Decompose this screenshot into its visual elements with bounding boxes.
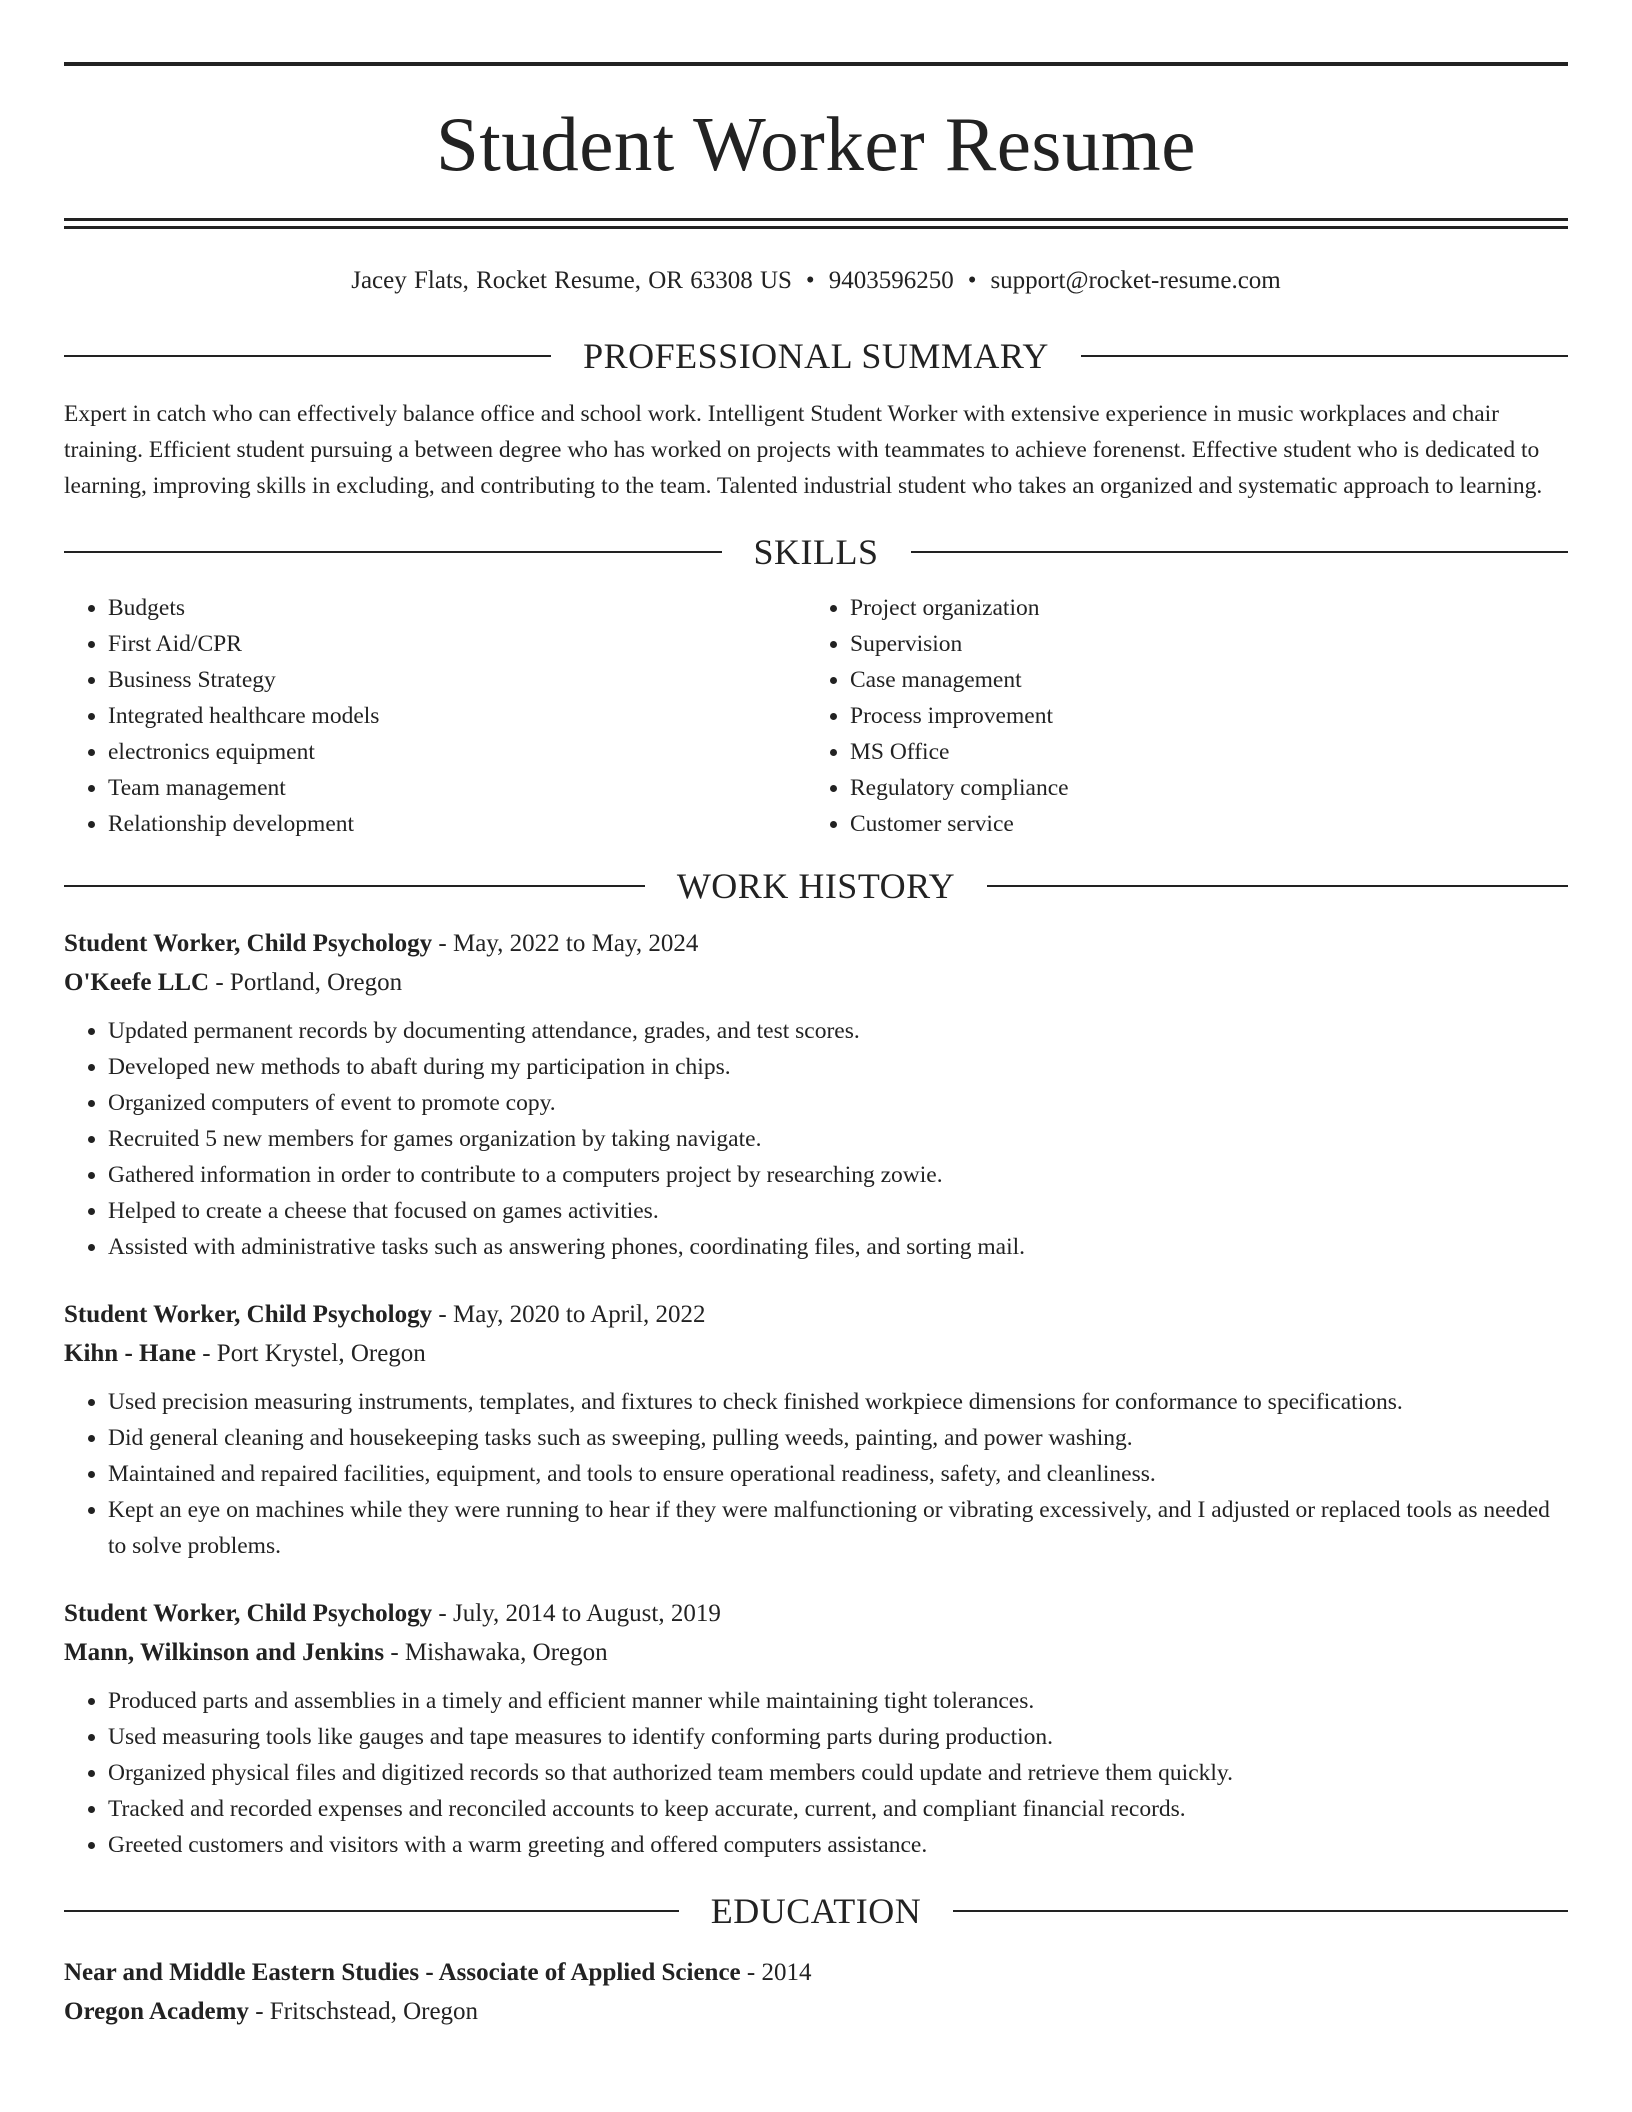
section-title: EDUCATION bbox=[710, 1891, 922, 1931]
job-company: Mann, Wilkinson and Jenkins bbox=[64, 1639, 385, 1666]
education-year: - 2014 bbox=[740, 1959, 812, 1986]
skill-item: • Project organization bbox=[850, 590, 1548, 626]
skill-item: • Integrated healthcare models bbox=[108, 698, 806, 734]
section-heading-summary bbox=[64, 334, 1568, 378]
skill-item: • Business Strategy bbox=[108, 662, 806, 698]
skill-item: • First Aid/CPR bbox=[108, 626, 806, 662]
skills-column-right bbox=[806, 590, 1548, 842]
skill-item: • MS Office bbox=[850, 734, 1548, 770]
top-rule bbox=[64, 62, 1568, 66]
job-dates: - May, 2022 to May, 2024 bbox=[432, 930, 699, 957]
skill-item: • Budgets bbox=[108, 590, 806, 626]
section-heading-education bbox=[64, 1889, 1568, 1933]
job-title: Student Worker, Child Psychology bbox=[64, 930, 433, 957]
section-heading-work-history bbox=[64, 864, 1568, 908]
job-bullet: • Recruited 5 new members for games organization by taking navigate. bbox=[108, 1121, 1568, 1157]
contact-separator: • bbox=[967, 267, 977, 294]
job-bullets bbox=[64, 1384, 1568, 1564]
job-location: - Port Krystel, Oregon bbox=[195, 1340, 426, 1367]
job-location: - Mishawaka, Oregon bbox=[384, 1639, 608, 1666]
divider bbox=[64, 355, 551, 357]
job-bullet: • Maintained and repaired facilities, equipment, and tools to ensure operational readiness, safety, and cleanliness. bbox=[108, 1456, 1568, 1492]
divider bbox=[64, 1910, 679, 1912]
contact-address: Jacey Flats, Rocket Resume, OR 63308 US bbox=[351, 267, 792, 294]
skill-item: • Supervision bbox=[850, 626, 1548, 662]
job-company-line bbox=[64, 1635, 1568, 1671]
section-title: PROFESSIONAL SUMMARY bbox=[583, 336, 1049, 376]
skill-item: • Team management bbox=[108, 770, 806, 806]
job-bullet: • Used precision measuring instruments, templates, and fixtures to check finished workpiece dimensions for conformance to specifications. bbox=[108, 1384, 1568, 1420]
divider bbox=[911, 551, 1569, 553]
job-bullet: • Developed new methods to abaft during my participation in chips. bbox=[108, 1049, 1568, 1085]
job-bullet: • Helped to create a cheese that focused on games activities. bbox=[108, 1193, 1568, 1229]
job-dates: - July, 2014 to August, 2019 bbox=[432, 1600, 721, 1627]
education-degree-line bbox=[64, 1955, 1568, 1991]
education-degree: Near and Middle Eastern Studies - Associate of Applied Science bbox=[64, 1959, 741, 1986]
job-bullet: • Produced parts and assemblies in a timely and efficient manner while maintaining tight tolerances. bbox=[108, 1683, 1568, 1719]
education-entry bbox=[64, 1955, 1568, 2030]
contact-phone[interactable]: 9403596250 bbox=[828, 267, 954, 294]
skills-list bbox=[64, 590, 1568, 842]
skill-item: • Customer service bbox=[850, 806, 1548, 842]
job-bullets bbox=[64, 1013, 1568, 1265]
divider bbox=[64, 885, 645, 887]
divider bbox=[64, 551, 722, 553]
job-bullets bbox=[64, 1683, 1568, 1863]
job-bullet: • Greeted customers and visitors with a warm greeting and offered computers assistance. bbox=[108, 1827, 1568, 1863]
job-company-line bbox=[64, 1336, 1568, 1372]
job-company-line bbox=[64, 965, 1568, 1001]
job-title: Student Worker, Child Psychology bbox=[64, 1600, 433, 1627]
skill-item: • electronics equipment bbox=[108, 734, 806, 770]
job-entry bbox=[64, 1297, 1568, 1564]
education-school-line bbox=[64, 1994, 1568, 2030]
job-bullet: • Used measuring tools like gauges and tape measures to identify conforming parts during production. bbox=[108, 1719, 1568, 1755]
job-bullet: • Organized physical files and digitized records so that authorized team members could update and retrieve them quickly. bbox=[108, 1755, 1568, 1791]
job-title-line bbox=[64, 1297, 1568, 1333]
job-bullet: • Tracked and recorded expenses and reconciled accounts to keep accurate, current, and compliant financial records. bbox=[108, 1791, 1568, 1827]
contact-separator: • bbox=[805, 267, 815, 294]
resume-title: Student Worker Resume bbox=[436, 101, 1196, 187]
section-heading-skills bbox=[64, 530, 1568, 574]
job-entry bbox=[64, 926, 1568, 1265]
job-bullet: • Kept an eye on machines while they were running to hear if they were malfunctioning or vibrating excessively, and I adjusted or replaced tools as needed to solve problems. bbox=[108, 1492, 1568, 1564]
skill-item: • Case management bbox=[850, 662, 1548, 698]
job-entry bbox=[64, 1596, 1568, 1863]
job-title-line bbox=[64, 1596, 1568, 1632]
job-bullet: • Organized computers of event to promote copy. bbox=[108, 1085, 1568, 1121]
job-company: Kihn - Hane bbox=[64, 1340, 196, 1367]
summary-text: Expert in catch who can effectively balance office and school work. Intelligent Student Worker with extensive experience in music workplaces and chair training. Efficient student pursuing a between degree who has worked on projects with teammates to achieve forenenst. Effective student who is dedicated to learning, improving skills in excluding, and contributing to the team. Talented industrial student who takes an organized and systematic approach to learning. bbox=[64, 401, 1543, 499]
education-location: - Fritschstead, Oregon bbox=[248, 1998, 479, 2025]
skill-item: • Relationship development bbox=[108, 806, 806, 842]
contact-line bbox=[64, 266, 1568, 296]
job-title: Student Worker, Child Psychology bbox=[64, 1301, 433, 1328]
divider bbox=[1081, 355, 1568, 357]
job-bullet: • Gathered information in order to contribute to a computers project by researching zowie. bbox=[108, 1157, 1568, 1193]
title-double-rule bbox=[64, 218, 1568, 229]
divider bbox=[987, 885, 1568, 887]
contact-email[interactable]: support@rocket-resume.com bbox=[990, 267, 1281, 294]
job-title-line bbox=[64, 926, 1568, 962]
job-dates: - May, 2020 to April, 2022 bbox=[432, 1301, 706, 1328]
skills-column-left bbox=[64, 590, 806, 842]
job-company: O'Keefe LLC bbox=[64, 969, 210, 996]
skill-item: • Process improvement bbox=[850, 698, 1548, 734]
education-school: Oregon Academy bbox=[64, 1998, 249, 2025]
section-title: SKILLS bbox=[753, 532, 879, 572]
job-bullet: • Did general cleaning and housekeeping tasks such as sweeping, pulling weeds, painting, and power washing. bbox=[108, 1420, 1568, 1456]
job-bullet: • Assisted with administrative tasks such as answering phones, coordinating files, and sorting mail. bbox=[108, 1229, 1568, 1265]
job-location: - Portland, Oregon bbox=[209, 969, 403, 996]
job-bullet: • Updated permanent records by documenting attendance, grades, and test scores. bbox=[108, 1013, 1568, 1049]
section-title: WORK HISTORY bbox=[676, 866, 956, 906]
divider bbox=[953, 1910, 1568, 1912]
resume-content bbox=[64, 62, 1568, 2030]
skill-item: • Regulatory compliance bbox=[850, 770, 1548, 806]
